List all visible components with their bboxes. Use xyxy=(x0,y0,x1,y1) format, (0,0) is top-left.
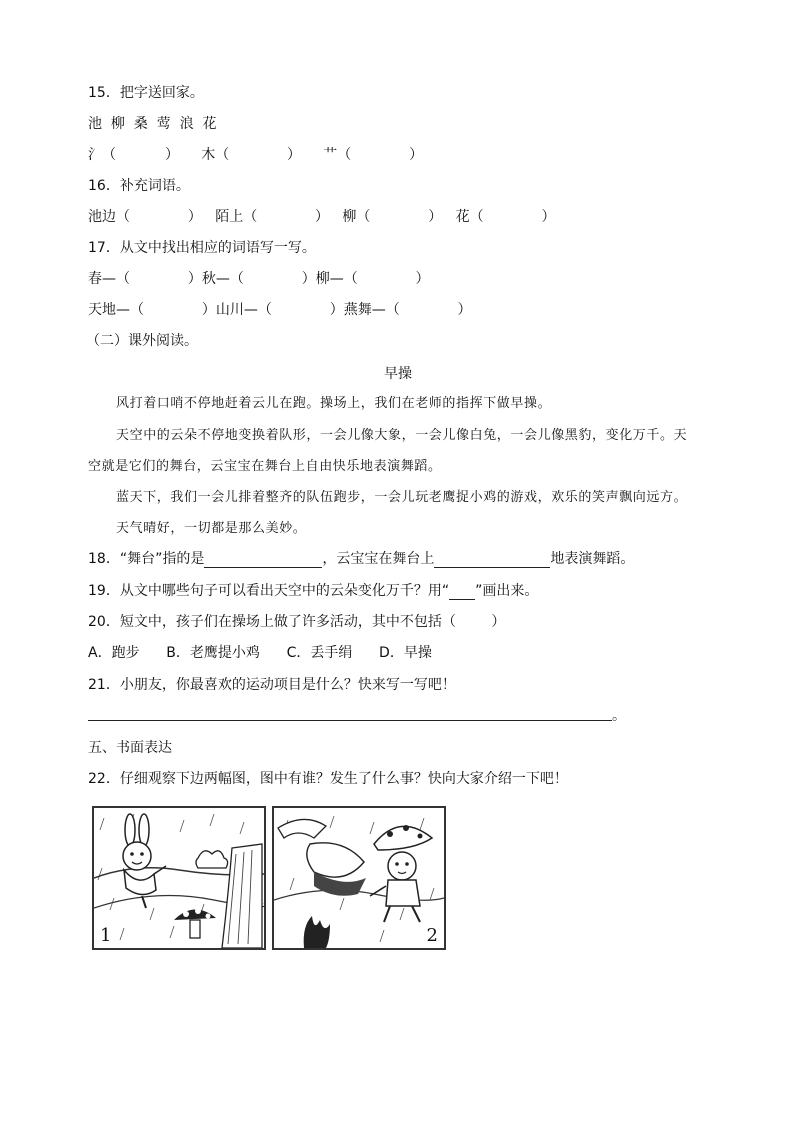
passage-title: 早操 xyxy=(384,366,412,382)
q18-line: 18．“舞台”指的是 ，云宝宝在舞台上 地表演舞蹈。 xyxy=(88,551,635,567)
picture-1-illustration xyxy=(94,808,264,948)
q16-line: 池边（ ） 陌上（ ） 柳（ ） 花（ ） xyxy=(88,209,556,225)
passage-p2a: 天空中的云朵不停地变换着队形，一会儿像大象，一会儿像白兔，一会儿像黑豹，变化万千。天 xyxy=(116,428,688,443)
q19-underline-sample xyxy=(449,583,475,600)
picture-1 xyxy=(92,806,266,950)
q18-blank-2[interactable] xyxy=(434,551,550,568)
picture-2 xyxy=(272,806,446,950)
q15-chars: 池 柳 桑 莺 浪 花 xyxy=(88,116,217,132)
picture-2-illustration xyxy=(274,808,444,948)
q17-line1: 春—（ ）秋—（ ）柳—（ ） xyxy=(88,271,430,287)
q17-line2: 天地—（ ）山川—（ ）燕舞—（ ） xyxy=(88,302,472,318)
passage-p1: 风打着口哨不停地赶着云儿在跑。操场上，我们在老师的指挥下做早操。 xyxy=(116,396,552,411)
passage-p3: 蓝天下，我们一会儿排着整齐的队伍跑步，一会儿玩老鹰捉小鸡的游戏，欢乐的笑声飘向远方。 xyxy=(116,490,688,505)
q20-title: 20．短文中，孩子们在操场上做了许多活动，其中不包括（ ） xyxy=(88,614,506,630)
q15-slots: 氵（ ） 木（ ） 艹（ ） xyxy=(88,147,424,163)
picture-2-number: 2 xyxy=(426,925,438,946)
passage-p2b: 空就是它们的舞台，云宝宝在舞台上自由快乐地表演舞蹈。 xyxy=(88,459,442,474)
picture-1-number: 1 xyxy=(100,925,112,946)
q21-end-mark: 。 xyxy=(612,708,626,724)
q15-title: 15．把字送回家。 xyxy=(88,85,204,101)
q18-blank-1[interactable] xyxy=(204,551,322,568)
section5-title: 五、书面表达 xyxy=(88,740,172,756)
section-b-title: （二）课外阅读。 xyxy=(86,333,198,349)
q17-title: 17．从文中找出相应的词语写一写。 xyxy=(88,240,316,256)
q21-answer-line[interactable] xyxy=(88,720,612,721)
q19-line: 19．从文中哪些句子可以看出天空中的云朵变化万千？用“ ”画出来。 xyxy=(88,583,539,599)
q16-title: 16．补充词语。 xyxy=(88,178,190,194)
passage-p4: 天气晴好，一切都是那么美妙。 xyxy=(116,521,307,536)
q21-title: 21．小朋友，你最喜欢的运动项目是什么？快来写一写吧！ xyxy=(88,677,456,693)
q22-title: 22．仔细观察下边两幅图，图中有谁？发生了什么事？快向大家介绍一下吧！ xyxy=(88,771,568,787)
q20-options: A．跑步 B．老鹰提小鸡 C．丢手绢 D．早操 xyxy=(88,645,432,661)
